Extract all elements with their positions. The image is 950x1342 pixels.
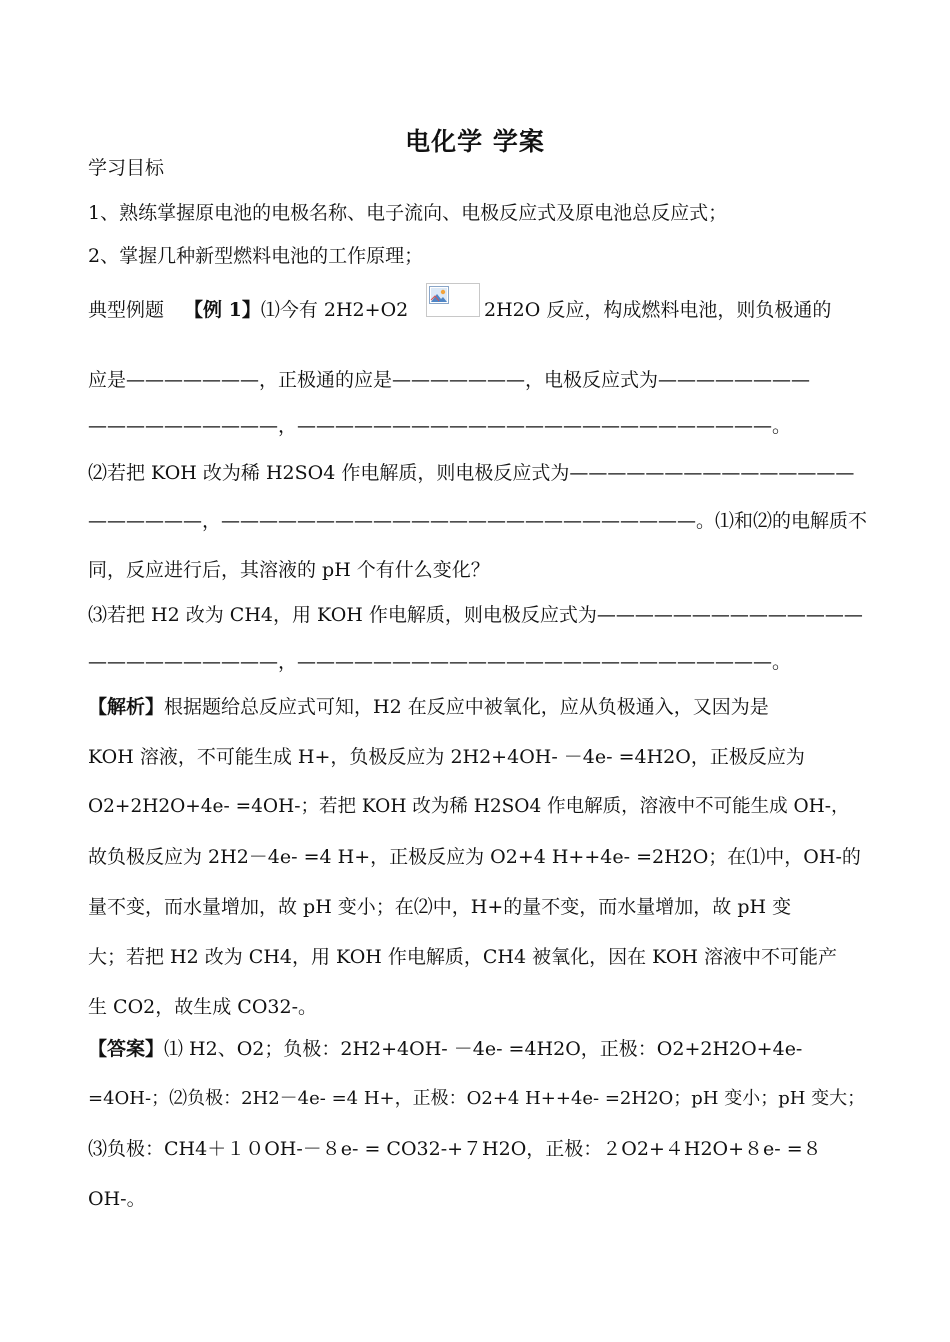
example-q1-start: ⑴今有 2H2+O2	[260, 299, 409, 321]
answer-line-2: =4OH-；⑵负极：2H2－4e- =4 H+，正极：O2+4 H++4e- =2H2O；pH 变小；pH 变大；	[88, 1088, 866, 1109]
example-q1-line-3: ——————————，—————————————————————————。	[88, 415, 792, 437]
example-heading: 典型例题	[88, 299, 165, 321]
answer-line-4: OH-。	[88, 1188, 146, 1210]
page-title: 电化学 学案	[405, 127, 545, 156]
example-q2-line-2: ——————，—————————————————————————。⑴和⑵的电解质不	[88, 510, 868, 532]
answer-label: 【答案】	[88, 1038, 165, 1060]
objective-item-2: 2、掌握几种新型燃料电池的工作原理；	[88, 245, 424, 267]
analysis-line-2: KOH 溶液，不可能生成 H+，负极反应为 2H2+4OH- －4e- =4H2O，正极反应为	[88, 746, 805, 768]
example-line-1	[88, 298, 408, 322]
analysis-line-1	[88, 695, 769, 719]
analysis-line-3: O2+2H2O+4e- =4OH-；若把 KOH 改为稀 H2SO4 作电解质，溶液中不可能生成 OH-，	[88, 796, 850, 817]
analysis-text: 根据题给总反应式可知，H2 在反应中被氧化，应从负极通入，又因为是	[164, 696, 769, 718]
objective-item-1: 1、熟练掌握原电池的电极名称、电子流向、电极反应式及原电池总反应式；	[88, 202, 728, 224]
example-q2-line-1: ⑵若把 KOH 改为稀 H2SO4 作电解质，则电极反应式为———————————————	[88, 462, 855, 484]
example-q3-line-2: ——————————，—————————————————————————。	[88, 651, 792, 673]
objectives-heading: 学习目标	[88, 157, 165, 179]
analysis-label: 【解析】	[88, 696, 165, 718]
analysis-line-7: 生 CO2，故生成 CO32-。	[88, 996, 317, 1018]
answer-text: ⑴ H2、O2；负极：2H2+4OH- －4e- =4H2O，正极：O2+2H2O+4e-	[164, 1038, 803, 1060]
example-q3-line-1: ⑶若把 H2 改为 CH4，用 KOH 作电解质，则电极反应式为——————————————	[88, 604, 863, 626]
analysis-line-6: 大；若把 H2 改为 CH4，用 KOH 作电解质，CH4 被氧化，因在 KOH 溶液中不可能产	[88, 946, 838, 968]
answer-line-3: ⑶负极：CH4＋１０OH-－８e- = CO32-+７H2O，正极：２O2+４H2O+８e- =８	[88, 1138, 822, 1160]
analysis-line-4: 故负极反应为 2H2－4e- =4 H+，正极反应为 O2+4 H++4e- =2H2O；在⑴中，OH-的	[88, 846, 861, 868]
example-q2-line-3: 同，反应进行后，其溶液的 pH 个有什么变化？	[88, 559, 490, 581]
example-label: 【例 1】	[184, 299, 261, 321]
broken-image-icon	[426, 283, 480, 317]
example-q1-line-2: 应是———————，正极通的应是———————，电极反应式为————————	[88, 369, 811, 391]
example-q1-end: 2H2O 反应，构成燃料电池，则负极通的	[484, 299, 832, 321]
analysis-line-5: 量不变，而水量增加，故 pH 变小；在⑵中，H+的量不变，而水量增加，故 pH 变	[88, 896, 792, 918]
answer-line-1	[88, 1037, 802, 1061]
